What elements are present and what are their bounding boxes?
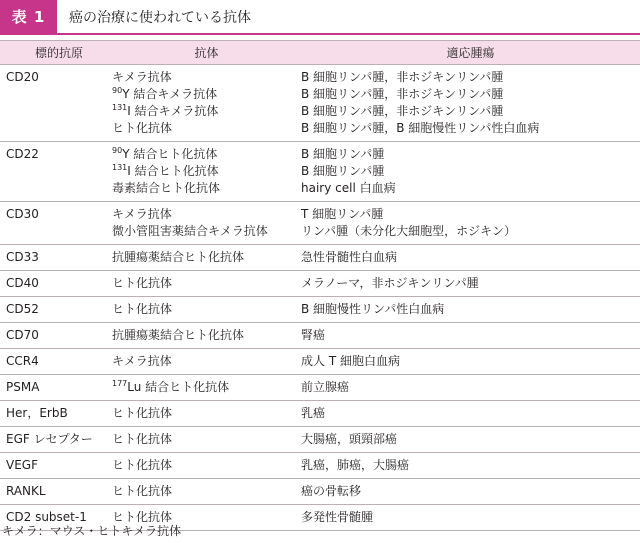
antibody-line bbox=[112, 223, 301, 240]
antibody-name: キメラ抗体 bbox=[112, 354, 172, 368]
target-antigen: CD70 bbox=[0, 323, 112, 349]
antibody-cell bbox=[112, 401, 301, 427]
tumor-line: T 細胞リンパ腫 bbox=[301, 207, 384, 221]
table-row bbox=[0, 323, 640, 349]
antibody-line bbox=[112, 353, 301, 370]
antibody-name: ヒト化抗体 bbox=[112, 510, 173, 524]
header-antibody: 抗体 bbox=[112, 41, 301, 65]
table-row bbox=[0, 65, 640, 142]
table-row bbox=[0, 349, 640, 375]
tumor-cell bbox=[301, 297, 640, 323]
table-row bbox=[0, 297, 640, 323]
table-row bbox=[0, 427, 640, 453]
isotope-mass: 90 bbox=[112, 86, 123, 95]
tumor-line: 乳癌 bbox=[301, 406, 326, 420]
tumor-line: 成人 T 細胞白血病 bbox=[301, 354, 400, 368]
antibody-line bbox=[112, 146, 301, 163]
antibody-name: 抗腫瘍薬結合ヒト化抗体 bbox=[112, 250, 245, 264]
antibody-line bbox=[112, 275, 301, 292]
antibody-name: キメラ抗体 bbox=[112, 70, 172, 84]
table-row bbox=[0, 453, 640, 479]
antibody-cell bbox=[112, 375, 301, 401]
target-antigen: CD52 bbox=[0, 297, 112, 323]
antibody-name: ヒト化抗体 bbox=[112, 458, 173, 472]
antibody-cell bbox=[112, 479, 301, 505]
header-tumor: 適応腫瘍 bbox=[301, 41, 640, 65]
target-antigen: CD33 bbox=[0, 245, 112, 271]
antibody-line bbox=[112, 327, 301, 344]
target-antigen: Her，ErbB bbox=[0, 401, 112, 427]
antibody-cell bbox=[112, 142, 301, 202]
antibody-name: ヒト化抗体 bbox=[112, 276, 173, 290]
tumor-cell bbox=[301, 245, 640, 271]
antibody-cell bbox=[112, 245, 301, 271]
antibody-name: 微小管阻害薬結合キメラ抗体 bbox=[112, 224, 268, 238]
target-antigen: CD22 bbox=[0, 142, 112, 202]
tumor-cell bbox=[301, 453, 640, 479]
target-antigen: CD2 subset-1 bbox=[0, 505, 112, 531]
tumor-cell bbox=[301, 505, 640, 531]
antibody-line bbox=[112, 206, 301, 223]
antibody-line bbox=[112, 120, 301, 137]
tumor-line: B 細胞リンパ腫，B 細胞慢性リンパ性白血病 bbox=[301, 121, 540, 135]
tumor-cell bbox=[301, 401, 640, 427]
title-bar bbox=[0, 0, 640, 35]
antibody-name: I 結合ヒト化抗体 bbox=[127, 164, 219, 178]
tumor-line: 腎癌 bbox=[301, 328, 326, 342]
tumor-cell bbox=[301, 479, 640, 505]
antibody-line bbox=[112, 431, 301, 448]
tumor-line: B 細胞リンパ腫 bbox=[301, 147, 385, 161]
antibody-line bbox=[112, 405, 301, 422]
target-antigen: EGF レセプター bbox=[0, 427, 112, 453]
antibody-name: ヒト化抗体 bbox=[112, 121, 173, 135]
table-row bbox=[0, 245, 640, 271]
target-antigen: RANKL bbox=[0, 479, 112, 505]
antibody-name: ヒト化抗体 bbox=[112, 302, 173, 316]
antibody-cell bbox=[112, 323, 301, 349]
table-row bbox=[0, 142, 640, 202]
header-target: 標的抗原 bbox=[0, 41, 112, 65]
antibody-line bbox=[112, 180, 301, 197]
target-antigen: PSMA bbox=[0, 375, 112, 401]
antibody-cell bbox=[112, 271, 301, 297]
target-antigen: CCR4 bbox=[0, 349, 112, 375]
antibody-name: Lu 結合ヒト化抗体 bbox=[127, 380, 230, 394]
antibody-cell bbox=[112, 297, 301, 323]
antibody-name: 抗腫瘍薬結合ヒト化抗体 bbox=[112, 328, 245, 342]
table-row bbox=[0, 479, 640, 505]
antibody-line bbox=[112, 163, 301, 180]
tumor-cell bbox=[301, 349, 640, 375]
tumor-cell bbox=[301, 427, 640, 453]
table-caption: 癌の治療に使われている抗体 bbox=[69, 9, 251, 26]
tumor-cell bbox=[301, 202, 640, 245]
antibody-name: ヒト化抗体 bbox=[112, 406, 173, 420]
antibody-line bbox=[112, 483, 301, 500]
tumor-line: メラノーマ，非ホジキンリンパ腫 bbox=[301, 276, 479, 290]
table-row bbox=[0, 401, 640, 427]
isotope-mass: 131 bbox=[112, 163, 128, 172]
tumor-cell bbox=[301, 65, 640, 142]
tumor-line: 前立腺癌 bbox=[301, 380, 350, 394]
antibody-name: ヒト化抗体 bbox=[112, 484, 173, 498]
antibody-line bbox=[112, 69, 301, 86]
isotope-mass: 131 bbox=[112, 103, 128, 112]
antibody-line bbox=[112, 379, 301, 396]
antibody-name: 毒素結合ヒト化抗体 bbox=[112, 181, 221, 195]
tumor-line: B 細胞リンパ腫，非ホジキンリンパ腫 bbox=[301, 87, 504, 101]
isotope-mass: 177 bbox=[112, 379, 128, 388]
isotope-mass: 90 bbox=[112, 146, 123, 155]
table-label: 表 1 bbox=[0, 0, 57, 33]
antibody-name: I 結合キメラ抗体 bbox=[127, 104, 219, 118]
tumor-line: 多発性骨髄腫 bbox=[301, 510, 374, 524]
antibody-table bbox=[0, 40, 640, 531]
header-row bbox=[0, 41, 640, 65]
antibody-line bbox=[112, 249, 301, 266]
antibody-line bbox=[112, 301, 301, 318]
antibody-cell bbox=[112, 427, 301, 453]
antibody-name: ヒト化抗体 bbox=[112, 432, 173, 446]
target-antigen: CD20 bbox=[0, 65, 112, 142]
tumor-cell bbox=[301, 323, 640, 349]
tumor-cell bbox=[301, 271, 640, 297]
footnote: キメラ：マウス・ヒトキメラ抗体 bbox=[2, 524, 182, 538]
table-row bbox=[0, 202, 640, 245]
table-row bbox=[0, 271, 640, 297]
antibody-name: Y 結合キメラ抗体 bbox=[122, 87, 218, 101]
tumor-line: B 細胞リンパ腫，非ホジキンリンパ腫 bbox=[301, 104, 504, 118]
antibody-line bbox=[112, 457, 301, 474]
tumor-line: 癌の骨転移 bbox=[301, 484, 362, 498]
antibody-cell bbox=[112, 349, 301, 375]
tumor-cell bbox=[301, 375, 640, 401]
antibody-cell bbox=[112, 202, 301, 245]
antibody-line bbox=[112, 103, 301, 120]
tumor-line: B 細胞慢性リンパ性白血病 bbox=[301, 302, 445, 316]
tumor-line: 大腸癌，頭頸部癌 bbox=[301, 432, 398, 446]
antibody-cell bbox=[112, 65, 301, 142]
tumor-line: B 細胞リンパ腫，非ホジキンリンパ腫 bbox=[301, 70, 504, 84]
tumor-line: リンパ腫（未分化大細胞型，ホジキン） bbox=[301, 224, 517, 238]
tumor-line: 急性骨髄性白血病 bbox=[301, 250, 398, 264]
target-antigen: CD30 bbox=[0, 202, 112, 245]
target-antigen: CD40 bbox=[0, 271, 112, 297]
antibody-name: Y 結合ヒト化抗体 bbox=[122, 147, 218, 161]
antibody-name: キメラ抗体 bbox=[112, 207, 172, 221]
target-antigen: VEGF bbox=[0, 453, 112, 479]
antibody-cell bbox=[112, 453, 301, 479]
antibody-line bbox=[112, 86, 301, 103]
tumor-cell bbox=[301, 142, 640, 202]
tumor-line: 乳癌，肺癌，大腸癌 bbox=[301, 458, 410, 472]
tumor-line: B 細胞リンパ腫 bbox=[301, 164, 385, 178]
table-row bbox=[0, 375, 640, 401]
tumor-line: hairy cell 白血病 bbox=[301, 181, 396, 195]
